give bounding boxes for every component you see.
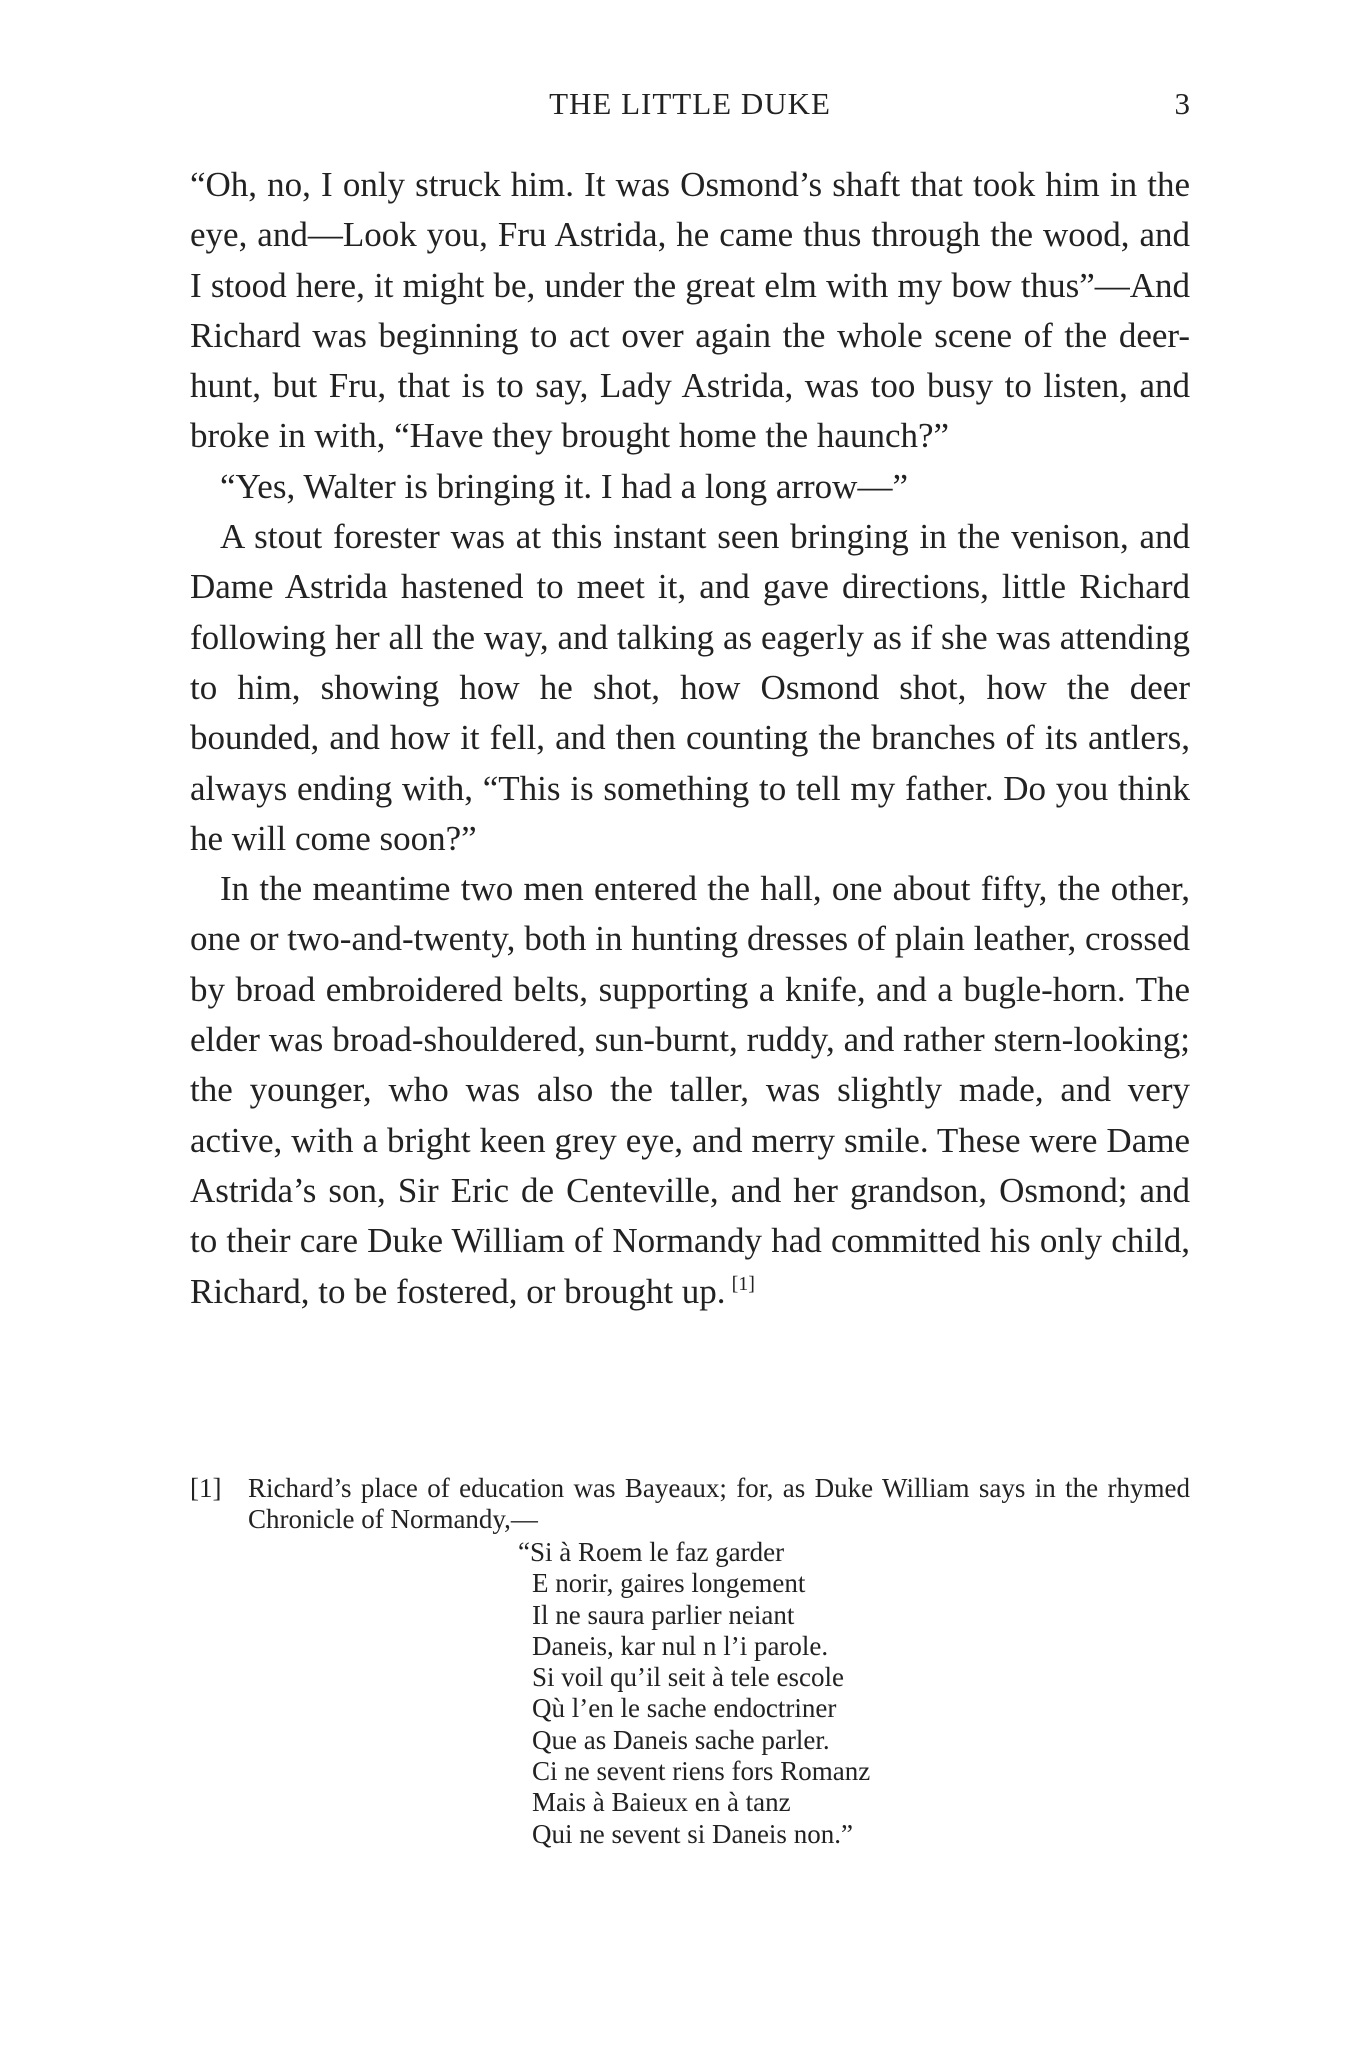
footnote-reference[interactable]: [1] [731,1272,755,1295]
running-head [190,82,1190,126]
paragraph-4 [190,864,1190,1317]
verse-line: E norir, gaires longement [532,1568,806,1599]
paragraph-3: A stout forester was at this instant seen bringing in the venison, and Dame Astrida hastened to meet it, and gave directions, little Richard following her all the way, and talking as eagerly as if she was attending to him, showing how he shot, how Osmond shot, how the deer bounded, and how it fell, and then counting the branches of its antlers, always ending with, “This is something to tell my father. Do you think he will come soon?” [190,517,1190,858]
verse-line: Mais à Baieux en à tanz [532,1787,791,1818]
footnote-row [190,1473,1190,1535]
body-text [190,160,1190,1317]
paragraph-1: “Oh, no, I only struck him. It was Osmond’s shaft that took him in the eye, and—Look you, Fru Astrida, he came thus through the wood, and I stood here, it might be, under the great elm with my bow thus”—And Richard was beginning to act over again the whole scene of the deer-hunt, but Fru, that is to say, Lady Astrida, was too busy to listen, and broke in with, “Have they brought home the haunch?” [190,165,1190,456]
footnote [190,1473,1190,1850]
verse-line: Ci ne sevent riens fors Romanz [532,1756,871,1787]
verse-line: Que as Daneis sache parler. [532,1724,830,1755]
paragraph-2: “Yes, Walter is bringing it. I had a long arrow—” [220,466,908,506]
running-title: THE LITTLE DUKE [549,86,831,121]
verse-line: Il ne saura parlier neiant [532,1599,795,1630]
verse-line: Qui ne sevent si Daneis non.” [532,1818,853,1849]
paragraph-4-text: In the meantime two men entered the hall, one about fifty, the other, one or two-and-twenty, both in hunting dresses of plain leather, crossed by broad embroidered belts, supporting a knife, and a bugle-horn. The elder was broad-shouldered, sun-burnt, ruddy, and rather stern-looking; the younger, who was also the taller, was slightly made, and very active, with a bright keen grey eye, and merry smile. These were Dame Astrida’s son, Sir Eric de Centeville, and her grandson, Osmond; and to their care Duke William of Normandy had committed his only child, Richard, to be fostered, or brought up. [190,869,1190,1311]
footnote-label: [1] [190,1473,222,1503]
footnote-text: Richard’s place of education was Bayeaux; for, as Duke William says in the rhymed Chronicle of Normandy,— [248,1473,1190,1534]
verse-line: Si voil qu’il seit à tele escole [532,1662,844,1693]
page-number: 3 [1174,86,1190,121]
verse-line: “Si à Roem le faz garder [518,1537,785,1567]
verse-line: Qù l’en le sache endoctriner [532,1693,837,1724]
verse-line: Daneis, kar nul n l’i parole. [532,1630,829,1661]
footnote-verse [518,1537,1190,1850]
